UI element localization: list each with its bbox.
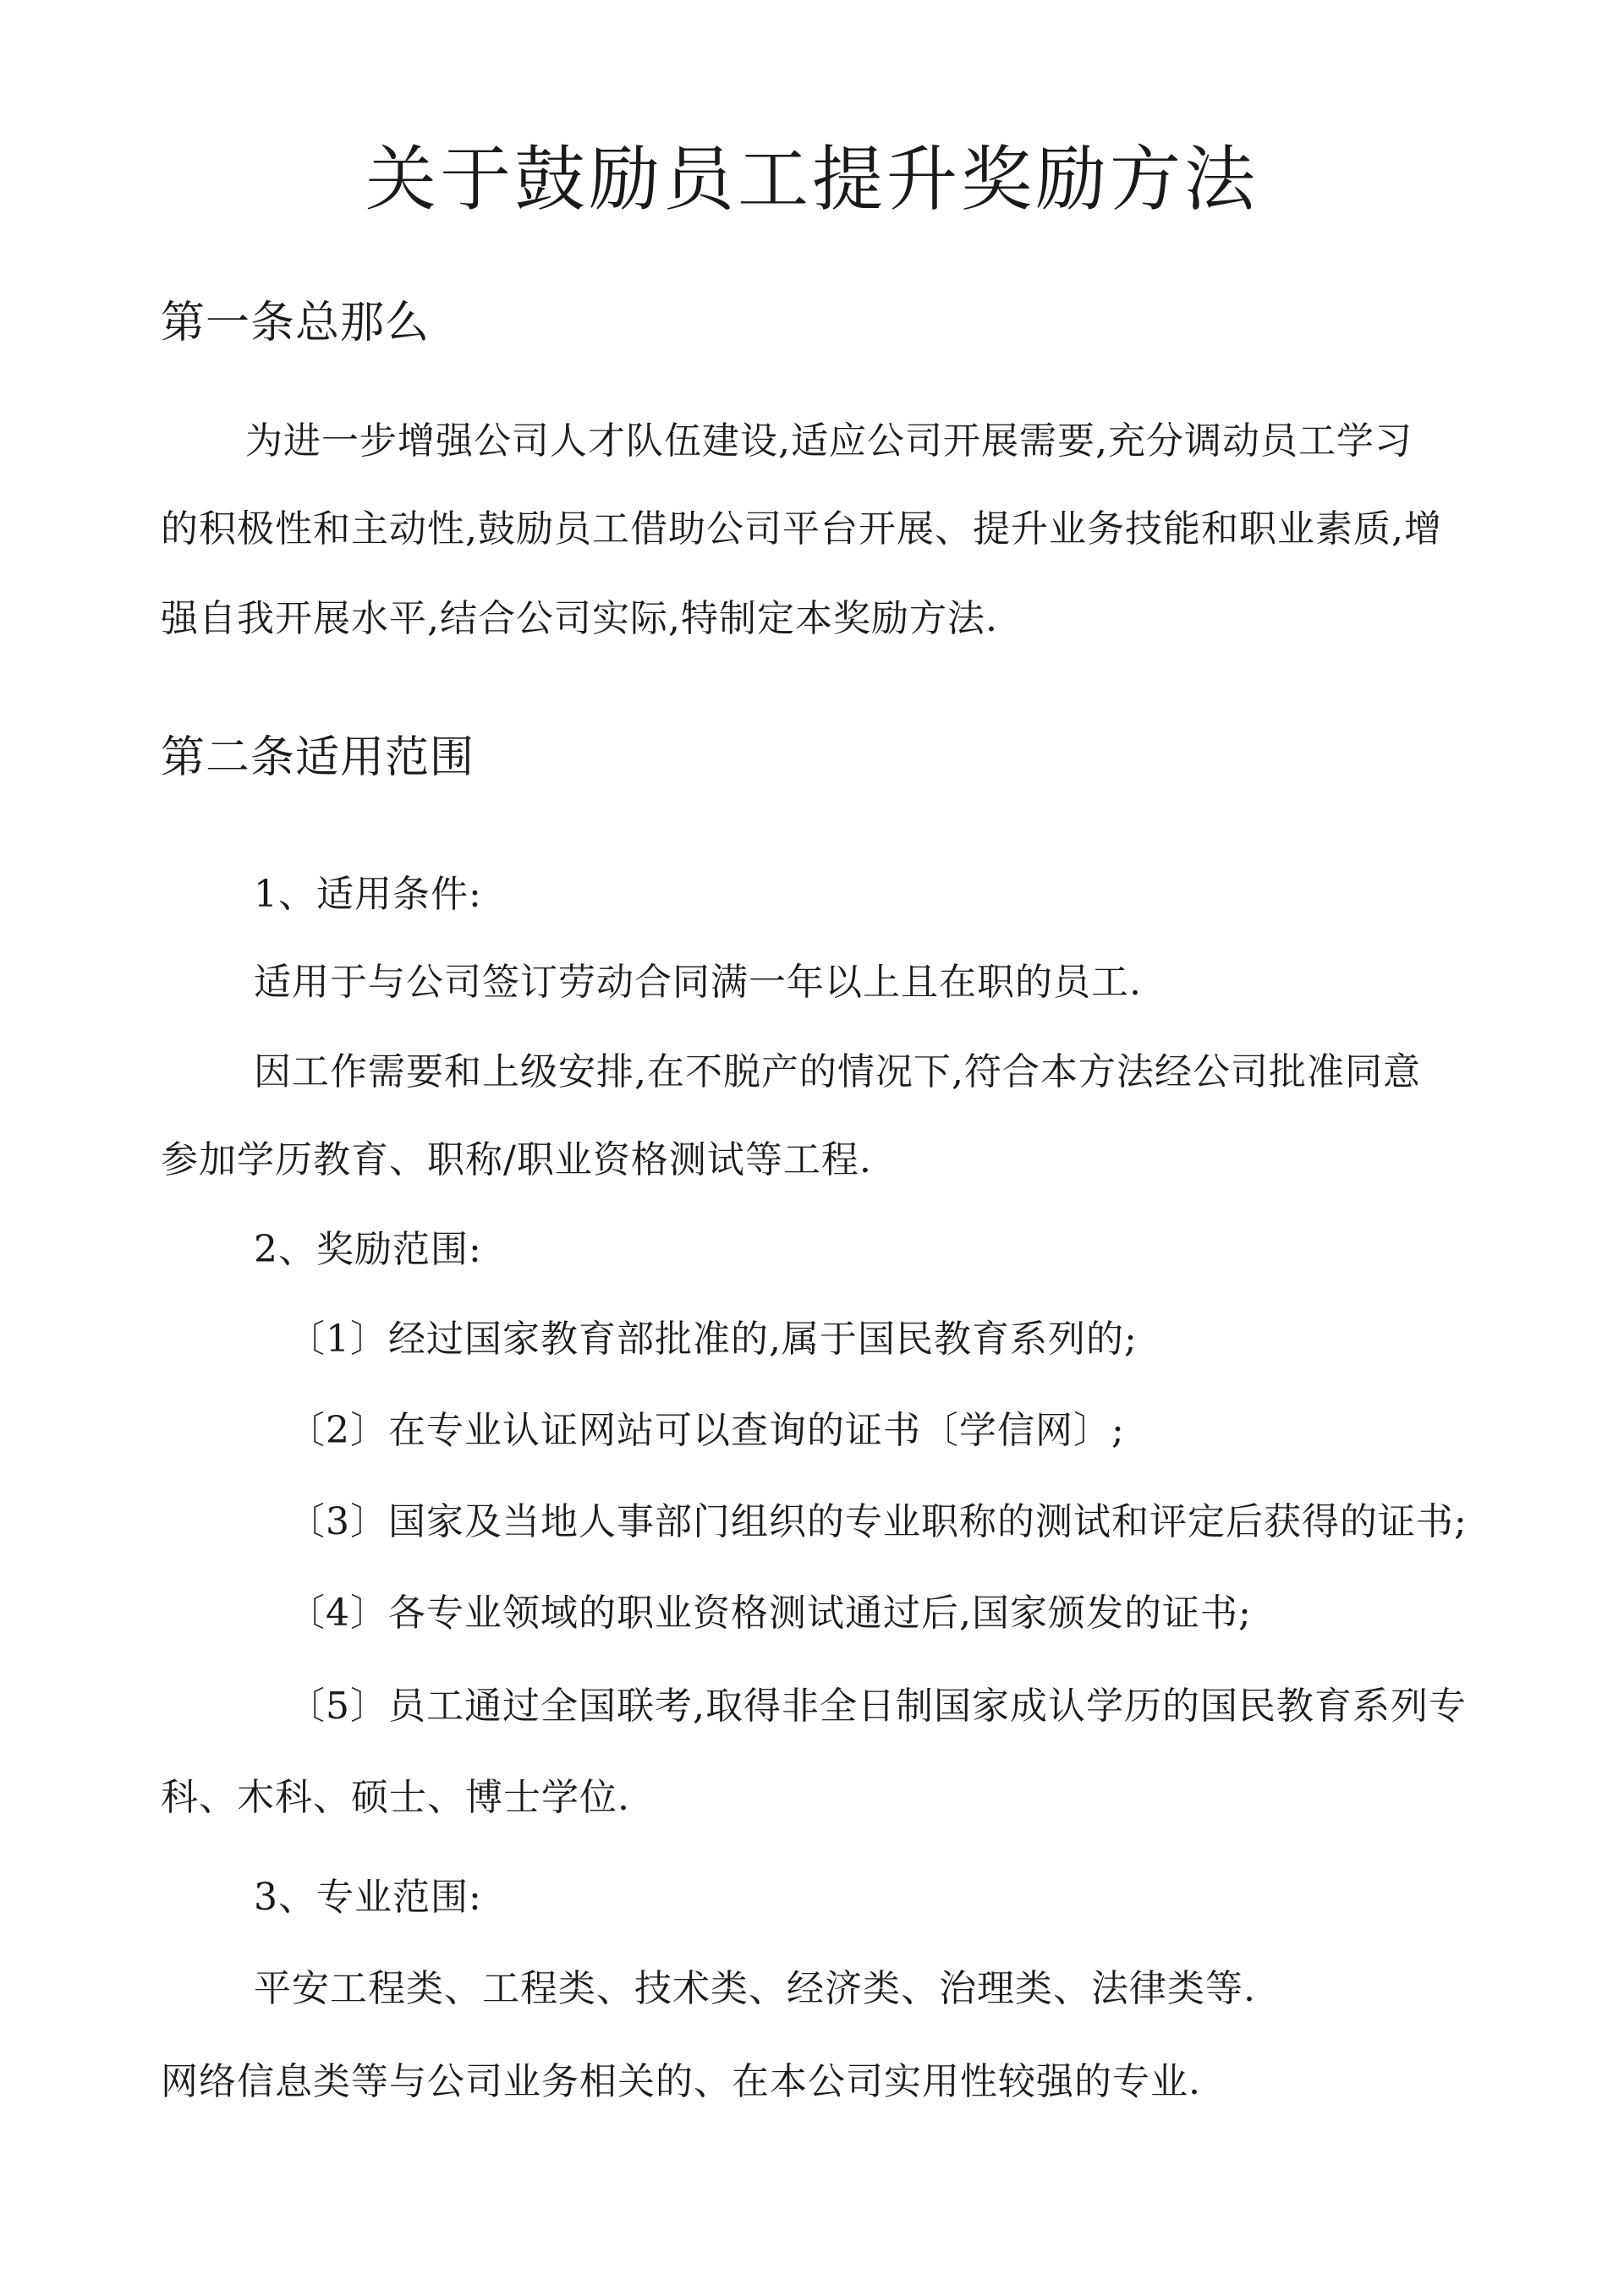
subitem-line: 〔2〕在专业认证网站可以查询的证书〔学信网〕; bbox=[288, 1409, 1125, 1452]
item-label-conditions: 1、适用条件: bbox=[254, 873, 482, 916]
paragraph-line: 为进一步增强公司人才队伍建设,适应公司开展需要,充分调动员工学习 bbox=[245, 419, 1413, 463]
item-line: 适用于与公司签订劳动合同满一年以上且在职的员工. bbox=[254, 961, 1142, 1004]
subitem-line: 〔1〕经过国家教育部批准的,属于国民教育系列的; bbox=[288, 1318, 1138, 1361]
item-line: 平安工程类、工程类、技术类、经济类、治理类、法律类等. bbox=[254, 1967, 1256, 2010]
section-heading-general: 第一条总那么 bbox=[161, 298, 431, 348]
item-label-reward-range: 2、奖励范围: bbox=[254, 1228, 482, 1271]
item-line: 因工作需要和上级安排,在不脱产的情况下,符合本方法经公司批准同意 bbox=[254, 1050, 1421, 1093]
document-title: 关于鼓励员工提升奖励方法 bbox=[365, 138, 1259, 221]
paragraph-line: 强自我开展水平,结合公司实际,特制定本奖励方法. bbox=[161, 597, 998, 640]
item-line: 参加学历教育、职称/职业资格测试等工程. bbox=[161, 1138, 872, 1181]
subitem-line: 〔3〕国家及当地人事部门组织的专业职称的测试和评定后获得的证书; bbox=[288, 1500, 1468, 1543]
paragraph-line: 的积极性和主动性,鼓励员工借助公司平台开展、提升业务技能和职业素质,增 bbox=[161, 507, 1442, 551]
subitem-line: 〔4〕各专业领域的职业资格测试通过后,国家颁发的证书; bbox=[288, 1592, 1252, 1635]
subitem-line: 科、木科、硕士、博士学位. bbox=[161, 1776, 630, 1819]
section-heading-scope: 第二条适用范围 bbox=[161, 732, 475, 783]
item-line: 网络信息类等与公司业务相关的、在本公司实用性较强的专业. bbox=[161, 2060, 1201, 2103]
subitem-line: 〔5〕员工通过全国联考,取得非全日制国家成认学历的国民教育系列专 bbox=[288, 1685, 1467, 1728]
item-label-major-range: 3、专业范围: bbox=[254, 1876, 482, 1919]
